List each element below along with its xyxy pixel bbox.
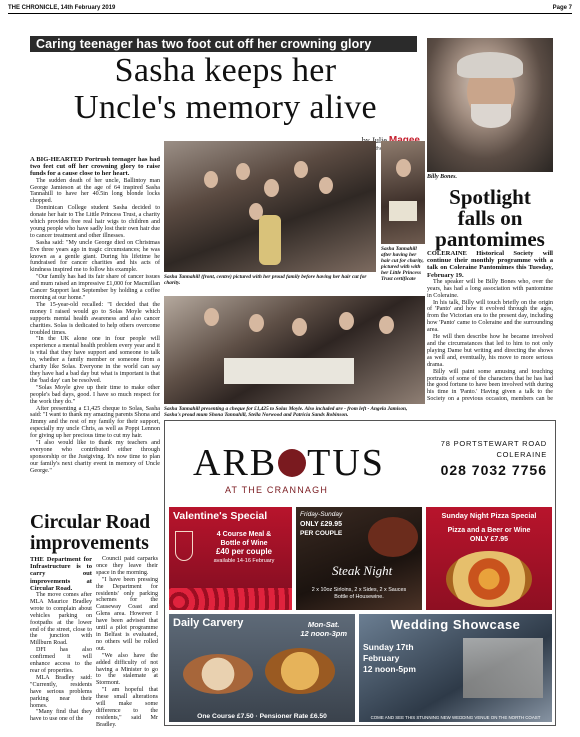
article-paragraph: "In the UK alone one in four people will experience a mental health problem every year and it is vital that they have support and someone to talk to, whether a family member or someone from a charity like Solas. Everyone in the world can say they have had a bad day but what is important is that the 'bad day' can be resolved. xyxy=(30,336,160,384)
phone-number: 028 7032 7756 xyxy=(440,462,547,478)
photo-billy-bones xyxy=(427,38,553,172)
masthead-paper: THE CHRONICLE, 14th February 2019 xyxy=(8,5,116,11)
circular-road-paragraph: "We also have the added difficulty of not having a Minister to go to the stalemate at Stormont. xyxy=(96,652,158,687)
photo-cheque-presentation xyxy=(164,296,425,404)
article-lead: A BIG-HEARTED Portrush teenager has had two feet cut off her crowning glory to raise funds for a cause close to her heart. xyxy=(30,156,160,178)
steak-night-script: Steak Night xyxy=(332,563,393,578)
friday-line-1: 2 x 10oz Sirloins, 2 x Sides, 2 x Sauces xyxy=(311,587,407,593)
carvery-days: Mon-Sat. xyxy=(307,620,340,629)
spotlight-paragraph: He will then describe how he became involved and the circumstances that led to him to not only playing Dame but writing and directing the shows as well and, eventually, his move to more serious drama. xyxy=(427,334,553,368)
spotlight-headline-line-3: pantomimes xyxy=(435,227,545,251)
article-paragraph: "Our family has had its fair share of cancer issues and mum raised an impressive £1,000 for Macmillan Cancer Support last September by holding a coffee morning at our home." xyxy=(30,274,160,302)
article-paragraph: "I also would like to thank my teachers and everyone who contributed either through sponsorship or the Justgiving. It's now time to plan our family's next charity event in memory of Uncle George." xyxy=(30,440,160,474)
circular-road-headline-line-1: Circular Road xyxy=(30,512,151,533)
arbutus-contact xyxy=(417,439,547,478)
spotlight-headline xyxy=(427,187,553,250)
photo-caption-certificate: Sasha Tannahill after having her hair cut for charity, pictured with with her Little Princess Trust certificate xyxy=(381,246,424,282)
friday-per-couple: PER COUPLE xyxy=(300,530,343,537)
spotlight-body xyxy=(427,250,553,402)
circular-road-body-col-2 xyxy=(96,556,158,731)
wedding-title: Wedding Showcase xyxy=(390,617,521,632)
article-body xyxy=(30,156,160,512)
friday-title: Friday-Sunday xyxy=(300,511,343,518)
circular-road-paragraph: Council paid carparks once they leave their space in the morning. xyxy=(96,556,158,576)
address-line-2: COLERAINE xyxy=(496,450,547,459)
spotlight-paragraph: The speaker will be Billy Bones who, over the years, has had a long association with pantomime in Coleraine. xyxy=(427,278,553,299)
circular-road-paragraph: The move comes after MLA Maurice Bradley wrote to complain about vehicles parking on footpaths at the lower end of the street, close to the junction with Millburn Road. xyxy=(30,592,92,647)
wedding-venue-image xyxy=(463,638,543,698)
headline-line-2: Uncle's memory alive xyxy=(74,89,377,126)
masthead-page-number: Page 7 xyxy=(552,5,572,11)
arbutus-tagline: AT THE CRANNAGH xyxy=(225,485,329,495)
valentines-line-1: 4 Course Meal & xyxy=(216,531,272,538)
wedding-footer: COME AND SEE THIS STUNNING NEW WEDDING VENUE ON THE NORTH COAST xyxy=(370,715,541,720)
circular-road-paragraph: "Many find that they have to use one of the xyxy=(30,709,92,723)
arbutus-advert xyxy=(164,420,556,726)
article-paragraph: After presenting a £1,425 cheque to Solas, Sasha said: "I want to thank my amazing parents Shona and Jimmy and the rest of my family for their support, especially my uncle Chris, as well as Poppi Lennon for giving up her precious time to cut my hair. xyxy=(30,405,160,440)
carvery-prices: One Course £7.50 · Pensioner Rate £6.50 xyxy=(197,713,327,720)
wedding-time: 12 noon-5pm xyxy=(363,664,416,674)
address-line-1: 78 PORTSTEWART ROAD xyxy=(440,439,547,448)
headline-line-1: Sasha keeps her xyxy=(114,52,337,89)
arbutus-logo: ARB TUS xyxy=(193,442,385,484)
circular-road-paragraph: MLA Bradley said: "Currently, residents have serious problems parking near their homes. xyxy=(30,674,92,709)
friday-price: ONLY £29.95 xyxy=(300,521,343,528)
spotlight-paragraph: In his talk, Billy will touch briefly on the origin of 'Panto' and how it evolved through the ages, from the Victorian era to the present day, including how 'Panto' came to Coleraine and the surrounding area. xyxy=(427,299,553,334)
carvery-title: Daily Carvery xyxy=(173,617,244,629)
carvery-turkey-image xyxy=(265,648,335,694)
photo-caption-billy: Billy Bones. xyxy=(427,174,458,180)
spotlight-headline-line-1: Spotlight xyxy=(449,185,531,209)
valentines-price: £40 per couple xyxy=(215,547,273,556)
roses-decoration xyxy=(169,588,292,610)
photo-caption-cheque: Sasha Tannahill presenting a cheque for £1,425 to Solas Moyle. Also included are - from left - Angela Jamison, Sasha's proud mum Shona Tannahill, Stella Norwood and Patricia Sands Robinson. xyxy=(164,406,408,418)
circular-road-paragraph: "I have been pressing the Department for residents' only parking schemes for the Causeway Coast and Glens area. However I have been advised that until a pilot programme in Belfast is evaluated, no others will be rolled out. xyxy=(96,576,158,652)
circular-road-headline-line-2: improvements xyxy=(30,533,149,554)
carvery-time: 12 noon-3pm xyxy=(300,629,347,638)
pizza-title: Sunday Night Pizza Special xyxy=(441,511,537,520)
circular-road-headline xyxy=(30,512,160,554)
byline-prefix: Julie xyxy=(371,136,387,145)
article-paragraph: Sasha said: "My uncle George died on Christmas Eve three years ago in tragic circumstances; he was known as a gentle giant. During his lifetime he fundraised for cancer charities and his acts of kindness inspired me to follow his example. xyxy=(30,239,160,274)
valentines-availability: available 14-16 February xyxy=(213,557,275,564)
valentines-title: Valentine's Special xyxy=(173,510,268,522)
article-kicker: Caring teenager has two foot cut off her crowning glory xyxy=(30,36,417,52)
panel-pizza-special xyxy=(426,507,552,610)
spotlight-headline-line-2: falls on xyxy=(457,206,523,230)
panel-valentines-special xyxy=(169,507,292,610)
article-paragraph: Dominican College student Sasha decided to donate her hair to The Little Princess Trust, a charity which provides free real hair wigs to children and young people who have sadly lost their own hair due to cancer treatment and other illnesses. xyxy=(30,205,160,239)
champagne-glass-icon xyxy=(175,531,193,561)
circular-road-paragraph: "I am hopeful that these small alterations will make some difference to the residents," said Mr Bradley. xyxy=(96,687,158,728)
photo-family-group xyxy=(164,141,376,272)
article-paragraph: "Solas Moyle give up their time to make other people's bad days, good. I have so much respect for the work they do." xyxy=(30,384,160,405)
spotlight-paragraph: Billy will paint some amusing and touching portraits of some of the characters that he has had the good fortune to have been involved with during his time in 'Panto.' Having given a talk to the Society on a previous occasion, members can be xyxy=(427,368,553,402)
masthead xyxy=(8,4,572,14)
article-paragraph: The sudden death of her uncle, Ballintoy man George Jamieson at the age of 64 inspired Sasha Tannahill to have her 40.5in long blonde locks chopped. xyxy=(30,177,160,205)
logo-glass-icon xyxy=(278,449,306,477)
valentines-line-2: Bottle of Wine xyxy=(220,539,268,547)
friday-line-2: Bottle of Housewine. xyxy=(334,594,384,600)
pizza-line-1: Pizza and a Beer or Wine xyxy=(447,527,531,534)
panel-daily-carvery xyxy=(169,614,355,722)
steak-image xyxy=(368,517,418,557)
wedding-date-1: Sunday 17th xyxy=(363,642,414,652)
pizza-price: ONLY £7.95 xyxy=(469,535,509,543)
circular-road-body-col-1 xyxy=(30,556,92,731)
photo-sasha-certificate xyxy=(381,141,425,244)
pizza-image xyxy=(446,551,532,607)
circular-road-lead: THE Department for Infrastructure is to carry out improvements at Circular Road. xyxy=(30,556,92,592)
wedding-date-2: February xyxy=(363,653,400,663)
circular-road-paragraph: DFI has also confirmed it will enhance access to the rear of properties. xyxy=(30,647,92,674)
panel-steak-night xyxy=(296,507,422,610)
carvery-ham-image xyxy=(183,654,253,694)
spotlight-lead: COLERAINE Historical Society will continue their monthly programme with a talk on Coleraine Pantomimes this Tuesday, February 19. xyxy=(427,250,553,279)
photo-caption-family: Sasha Tannahill (front, centre) pictured with her proud family before having her hair cut for charity. xyxy=(164,274,367,286)
article-headline xyxy=(28,52,423,126)
panel-wedding-showcase xyxy=(359,614,552,722)
article-paragraph: The 15-year-old recalled: "I decided that the money I raised would go to Solas Moyle which supports mental health awareness and also cancer charities. Solas is dedicated to help others overcome troubled times. xyxy=(30,301,160,336)
